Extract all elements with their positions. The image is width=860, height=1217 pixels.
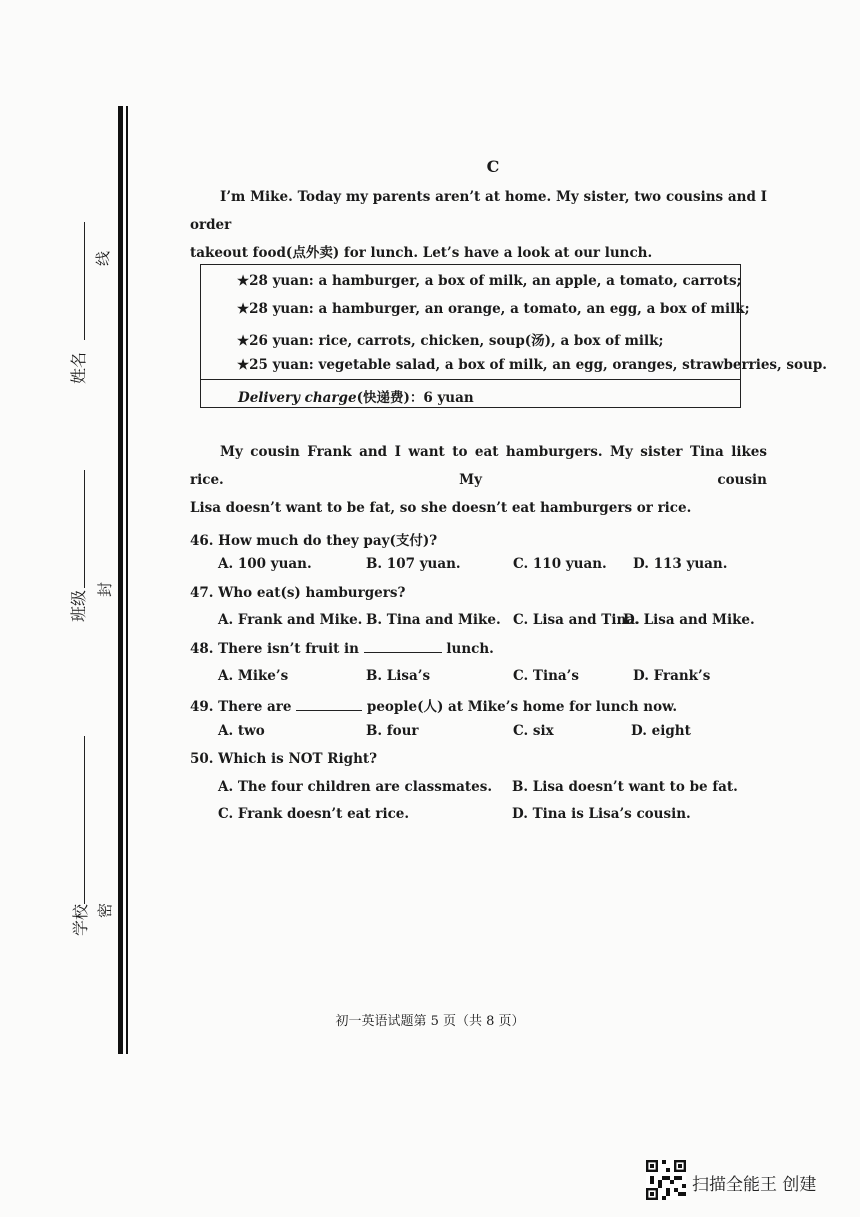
qr-code-icon bbox=[646, 1160, 686, 1200]
question-stem-after: lunch. bbox=[441, 641, 494, 657]
option-c[interactable]: C. six bbox=[513, 723, 554, 739]
option-b[interactable]: B. 107 yuan. bbox=[366, 556, 461, 572]
school-blank-line bbox=[84, 736, 85, 904]
seal-feng-text: 封 bbox=[96, 581, 114, 597]
class-label: 班级 bbox=[69, 589, 88, 622]
delivery-cn: (快递费) bbox=[356, 390, 410, 406]
option-a[interactable]: A. two bbox=[218, 723, 265, 739]
option-b[interactable]: B. four bbox=[366, 723, 419, 739]
option-d[interactable]: D. Tina is Lisa’s cousin. bbox=[512, 806, 691, 822]
class-blank-line bbox=[84, 470, 85, 588]
option-b[interactable]: B. Tina and Mike. bbox=[366, 612, 501, 628]
binding-rule-thin bbox=[126, 106, 128, 1054]
question-stem: 50. Which is NOT Right? bbox=[190, 751, 378, 767]
question-48 bbox=[190, 640, 494, 657]
question-stem-before: 49. There are bbox=[190, 699, 297, 715]
answer-blank[interactable] bbox=[296, 698, 362, 711]
school-label: 学校 bbox=[71, 903, 90, 936]
question-stem-before: 48. There isn’t fruit in bbox=[190, 641, 364, 657]
option-d[interactable]: D. eight bbox=[631, 723, 691, 739]
question-46 bbox=[190, 529, 437, 549]
question-stem: 47. Who eat(s) hamburgers? bbox=[190, 585, 406, 601]
option-b[interactable]: B. Lisa doesn’t want to be fat. bbox=[512, 779, 738, 795]
passage-paragraph bbox=[190, 438, 767, 522]
seal-line-text: 线 bbox=[94, 250, 112, 266]
page-footer: 初一英语试题第 5 页（共 8 页） bbox=[335, 1014, 525, 1029]
option-a[interactable]: A. Frank and Mike. bbox=[218, 612, 363, 628]
question-stem: 46. How much do they pay(支付)? bbox=[190, 533, 438, 549]
option-b[interactable]: B. Lisa’s bbox=[366, 668, 431, 684]
answer-blank[interactable] bbox=[364, 640, 442, 653]
scanner-watermark: 扫描全能王 创建 bbox=[692, 1175, 817, 1195]
lunch-menu-box bbox=[200, 264, 827, 408]
menu-item: ★28 yuan: a hamburger, an orange, a tomato, an egg, a box of milk; bbox=[237, 301, 750, 317]
name-label: 姓名 bbox=[69, 351, 88, 384]
option-c[interactable]: C. Frank doesn’t eat rice. bbox=[218, 806, 410, 822]
intro-line-2: takeout food(点外卖) for lunch. Let’s have a look at our lunch. bbox=[190, 245, 653, 261]
section-heading: C bbox=[486, 157, 500, 176]
option-d[interactable]: D. 113 yuan. bbox=[633, 556, 728, 572]
question-49 bbox=[190, 695, 677, 715]
menu-item: ★26 yuan: rice, carrots, chicken, soup(汤), a box of milk; bbox=[237, 333, 664, 349]
menu-divider bbox=[201, 379, 740, 380]
intro-paragraph bbox=[190, 183, 767, 267]
intro-line-1: I’m Mike. Today my parents aren’t at home. My sister, two cousins and I order bbox=[190, 189, 767, 233]
passage-line-2: Lisa doesn’t want to be fat, so she doesn’t eat hamburgers or rice. bbox=[190, 500, 692, 516]
option-c[interactable]: C. 110 yuan. bbox=[513, 556, 607, 572]
menu-item: ★25 yuan: vegetable salad, a box of milk, an egg, oranges, strawberries, soup. bbox=[237, 357, 827, 373]
delivery-value: ：6 yuan bbox=[409, 390, 474, 406]
question-stem-after: people(人) at Mike’s home for lunch now. bbox=[362, 699, 678, 715]
menu-item: ★28 yuan: a hamburger, a box of milk, an apple, a tomato, carrots; bbox=[237, 273, 742, 289]
option-d[interactable]: D. Lisa and Mike. bbox=[623, 612, 755, 628]
binding-rule-thick bbox=[118, 106, 123, 1054]
passage-line-1: My cousin Frank and I want to eat hamburgers. My sister Tina likes rice. My cousin bbox=[190, 444, 767, 488]
option-c[interactable]: C. Lisa and Tina. bbox=[513, 612, 640, 628]
delivery-label: Delivery charge bbox=[238, 390, 357, 406]
question-50 bbox=[190, 751, 377, 767]
name-blank-line bbox=[84, 222, 85, 340]
option-a[interactable]: A. 100 yuan. bbox=[218, 556, 312, 572]
option-d[interactable]: D. Frank’s bbox=[633, 668, 711, 684]
option-a[interactable]: A. Mike’s bbox=[218, 668, 289, 684]
question-47 bbox=[190, 585, 405, 601]
seal-mi-text: 密 bbox=[96, 902, 114, 918]
option-c[interactable]: C. Tina’s bbox=[513, 668, 579, 684]
option-a[interactable]: A. The four children are classmates. bbox=[218, 779, 493, 795]
delivery-charge bbox=[238, 386, 474, 406]
